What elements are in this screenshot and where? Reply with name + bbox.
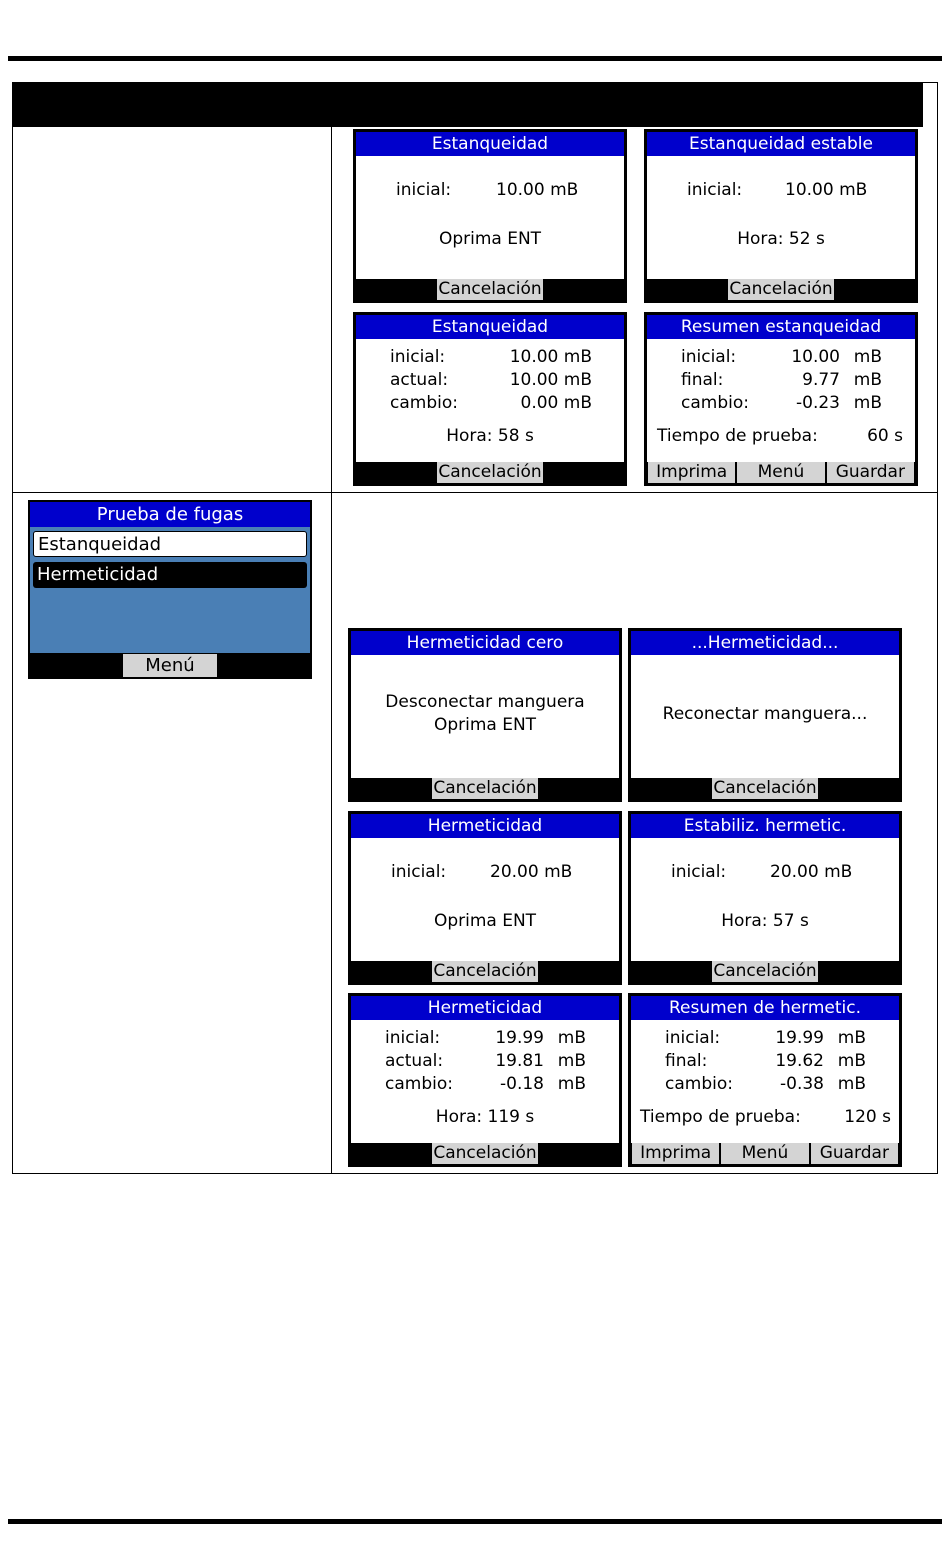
screen-estanqueidad-start	[353, 129, 627, 303]
test-time-value: 120 s	[844, 1107, 891, 1127]
save-button[interactable]: Guardar	[811, 1143, 898, 1164]
screen-footer	[631, 961, 899, 983]
screen-footer	[647, 279, 915, 301]
change-unit: mB	[837, 1074, 866, 1094]
screen-body	[647, 156, 915, 279]
final-value: 9.77	[802, 370, 840, 390]
reconnect-hose-message: Reconectar manguera...	[662, 704, 868, 724]
press-ent-message: Oprima ENT	[433, 715, 537, 735]
screen-message: Hora: 52 s	[737, 229, 825, 249]
initial-value: 20.00 mB	[490, 862, 573, 882]
screen-estanqueidad-stable	[644, 129, 918, 303]
menu-item-estanqueidad[interactable]: Estanqueidad	[33, 531, 307, 557]
screen-body	[631, 655, 899, 778]
screen-body	[351, 838, 619, 961]
screen-footer	[351, 961, 619, 983]
save-button[interactable]: Guardar	[827, 462, 914, 483]
initial-label: inicial:	[671, 862, 727, 882]
screen-title: Hermeticidad	[351, 814, 619, 838]
cancel-button[interactable]: Cancelación	[433, 778, 537, 798]
change-unit: mB	[853, 393, 882, 413]
screen-title: Resumen de hermetic.	[631, 996, 899, 1020]
bottom-rule	[8, 1519, 942, 1524]
screen-body	[356, 156, 624, 279]
screen-hermeticidad-summary	[628, 993, 902, 1167]
actual-value: 19.81	[495, 1051, 544, 1071]
top-rule	[8, 56, 942, 61]
screen-hermeticidad-start	[348, 811, 622, 985]
cancel-button[interactable]: Cancelación	[433, 1143, 537, 1163]
screen-footer	[356, 279, 624, 301]
screen-body	[647, 339, 915, 462]
initial-unit: mB	[853, 347, 882, 367]
initial-value: 10.00 mB	[785, 180, 868, 200]
initial-value: 10.00 mB	[509, 347, 592, 367]
change-unit: mB	[557, 1074, 586, 1094]
menu-button[interactable]: Menú	[721, 1143, 808, 1164]
screen-hermeticidad-progress	[348, 993, 622, 1167]
screen-title: Estanqueidad	[356, 315, 624, 339]
screen-body	[631, 838, 899, 961]
screen-title: Resumen estanqueidad	[647, 315, 915, 339]
initial-value: 20.00 mB	[770, 862, 853, 882]
screen-footer	[356, 462, 624, 484]
screen-title: Estanqueidad estable	[647, 132, 915, 156]
cancel-button[interactable]: Cancelación	[438, 279, 542, 299]
screen-message: Oprima ENT	[438, 229, 542, 249]
screen-message: Hora: 57 s	[721, 911, 809, 931]
change-value: -0.23	[796, 393, 840, 413]
screen-body	[351, 655, 619, 778]
screen-footer	[351, 1143, 619, 1165]
screen-estanqueidad-summary	[644, 312, 918, 486]
screen-body	[351, 1020, 619, 1143]
screen-footer	[351, 778, 619, 800]
change-value: -0.18	[500, 1074, 544, 1094]
menu-list	[30, 527, 310, 653]
initial-label: inicial:	[687, 180, 743, 200]
initial-value: 19.99	[775, 1028, 824, 1048]
leak-test-menu-screen	[28, 500, 312, 679]
initial-label: inicial:	[396, 180, 452, 200]
test-time-label: Tiempo de prueba:	[640, 1107, 801, 1127]
screen-title: ...Hermeticidad...	[631, 631, 899, 655]
screen-message: Hora: 58 s	[446, 426, 534, 446]
test-time-value: 60 s	[867, 426, 903, 446]
menu-item-hermeticidad[interactable]: Hermeticidad	[33, 562, 307, 588]
screen-message: Oprima ENT	[433, 911, 537, 931]
menu-footer	[30, 654, 310, 678]
screen-footer	[631, 778, 899, 800]
cancel-button[interactable]: Cancelación	[729, 279, 833, 299]
screen-body	[356, 339, 624, 462]
cancel-button[interactable]: Cancelación	[713, 961, 817, 981]
table-header-bar	[13, 83, 923, 127]
initial-unit: mB	[837, 1028, 866, 1048]
initial-value: 19.99	[495, 1028, 544, 1048]
change-label: cambio:	[665, 1074, 733, 1094]
final-label: final:	[681, 370, 724, 390]
change-value: 0.00 mB	[520, 393, 592, 413]
initial-value: 10.00	[791, 347, 840, 367]
cancel-button[interactable]: Cancelación	[433, 961, 537, 981]
initial-label: inicial:	[665, 1028, 721, 1048]
cancel-button[interactable]: Cancelación	[438, 462, 542, 482]
actual-label: actual:	[385, 1051, 444, 1071]
screen-hermeticidad-stabilize	[628, 811, 902, 985]
final-label: final:	[665, 1051, 708, 1071]
change-value: -0.38	[780, 1074, 824, 1094]
final-unit: mB	[853, 370, 882, 390]
change-label: cambio:	[390, 393, 458, 413]
menu-button[interactable]: Menú	[737, 462, 824, 483]
final-unit: mB	[837, 1051, 866, 1071]
screen-estanqueidad-progress	[353, 312, 627, 486]
screen-title: Hermeticidad cero	[351, 631, 619, 655]
screen-footer	[647, 462, 915, 484]
initial-label: inicial:	[385, 1028, 441, 1048]
change-label: cambio:	[385, 1074, 453, 1094]
actual-value: 10.00 mB	[509, 370, 592, 390]
actual-label: actual:	[390, 370, 449, 390]
screen-title: Estanqueidad	[356, 132, 624, 156]
screen-footer	[631, 1143, 899, 1165]
cancel-button[interactable]: Cancelación	[713, 778, 817, 798]
row-divider	[13, 492, 938, 493]
screen-body	[631, 1020, 899, 1143]
change-label: cambio:	[681, 393, 749, 413]
initial-unit: mB	[557, 1028, 586, 1048]
test-time-label: Tiempo de prueba:	[657, 426, 818, 446]
actual-unit: mB	[557, 1051, 586, 1071]
screen-message: Hora: 119 s	[435, 1107, 535, 1127]
initial-label: inicial:	[390, 347, 446, 367]
screen-hermeticidad-zero	[348, 628, 622, 802]
disconnect-hose-message: Desconectar manguera	[385, 692, 585, 712]
initial-value: 10.00 mB	[496, 180, 579, 200]
menu-button[interactable]: Menú	[123, 654, 217, 677]
menu-title: Prueba de fugas	[30, 502, 310, 527]
initial-label: inicial:	[391, 862, 447, 882]
print-button[interactable]: Imprima	[648, 462, 735, 483]
screen-title: Estabiliz. hermetic.	[631, 814, 899, 838]
screen-title: Hermeticidad	[351, 996, 619, 1020]
final-value: 19.62	[775, 1051, 824, 1071]
column-divider	[331, 127, 332, 1174]
screen-hermeticidad-reconnect	[628, 628, 902, 802]
initial-label: inicial:	[681, 347, 737, 367]
print-button[interactable]: Imprima	[632, 1143, 719, 1164]
